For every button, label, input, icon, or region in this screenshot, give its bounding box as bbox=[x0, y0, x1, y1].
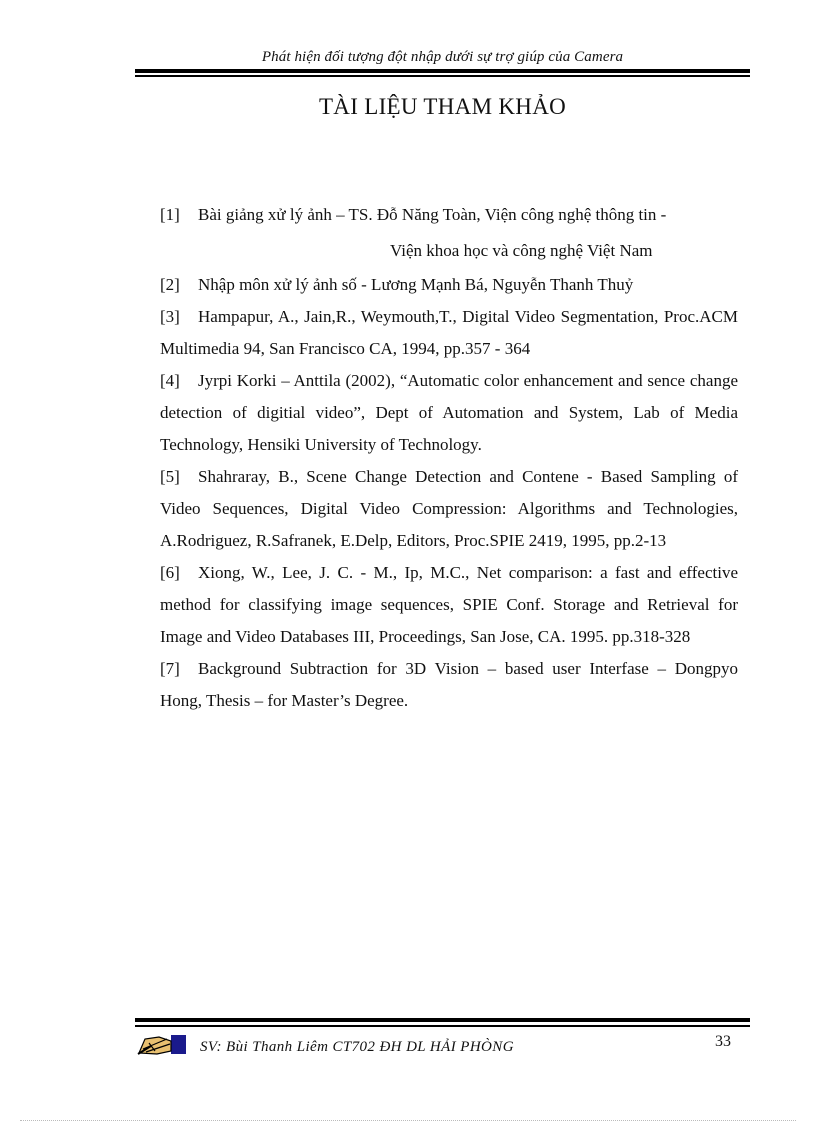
reference-number: [3] bbox=[160, 307, 180, 326]
reference-item bbox=[160, 365, 738, 461]
reference-item bbox=[160, 197, 738, 269]
header-rule-thick bbox=[135, 69, 750, 73]
reference-item bbox=[160, 461, 738, 557]
reference-number: [2] bbox=[160, 275, 180, 294]
reference-number: [4] bbox=[160, 371, 180, 390]
reference-item bbox=[160, 653, 738, 717]
reference-item bbox=[160, 557, 738, 653]
page-title: TÀI LIỆU THAM KHẢO bbox=[318, 94, 567, 119]
reference-number: [1] bbox=[160, 205, 180, 224]
page-number: 33 bbox=[715, 1033, 731, 1050]
reference-list bbox=[160, 197, 738, 717]
reference-number: [7] bbox=[160, 659, 180, 678]
reference-item bbox=[160, 269, 738, 301]
running-title: Phát hiện đối tượng đột nhập dưới sự trợ giúp của Camera bbox=[261, 49, 624, 65]
reference-number: [6] bbox=[160, 563, 180, 582]
student-info: SV: Bùi Thanh Liêm CT702 ĐH DL HẢI PHÒNG bbox=[200, 1039, 514, 1055]
footer-rule-thick bbox=[135, 1018, 750, 1022]
reference-text: Xiong, W., Lee, J. C. - M., Ip, M.C., Net comparison: a fast and effective method for classifying image sequences, SPIE Conf. Storage and Retrieval for Image and Video Databases III, Proceedings, San Jose, CA. 1995. pp.318-328 bbox=[160, 563, 738, 646]
reference-item bbox=[160, 301, 738, 365]
reference-text: Jyrpi Korki – Anttila (2002), “Automatic color enhancement and sence change detection of digitial video”, Dept of Automation and System, Lab of Media Technology, Hensiki University of Technology. bbox=[160, 371, 738, 454]
reference-text: Shahraray, B., Scene Change Detection and Contene - Based Sampling of Video Sequences, Digital Video Compression: Algorithms and Technologies, A.Rodriguez, R.Safranek, E.Delp, Editors, Proc.SPIE 2419, 1995, pp.2-13 bbox=[160, 467, 738, 550]
reference-text: Bài giảng xử lý ảnh – TS. Đỗ Năng Toàn, Viện công nghệ thông tin - bbox=[198, 205, 667, 224]
writing-hand-icon bbox=[137, 1033, 187, 1055]
reference-number: [5] bbox=[160, 467, 180, 486]
header-rule-thin bbox=[135, 75, 750, 77]
footer-rule-thin bbox=[135, 1025, 750, 1027]
reference-text: Nhập môn xử lý ảnh số - Lương Mạnh Bá, Nguyễn Thanh Thuỷ bbox=[198, 275, 634, 294]
page-bottom-edge bbox=[20, 1120, 796, 1121]
reference-text-continuation: Viện khoa học và công nghệ Việt Nam bbox=[390, 241, 653, 260]
reference-text: Background Subtraction for 3D Vision – based user Interfase – Dongpyo Hong, Thesis – for Master’s Degree. bbox=[160, 659, 738, 710]
reference-text: Hampapur, A., Jain,R., Weymouth,T., Digital Video Segmentation, Proc.ACM Multimedia 94, San Francisco CA, 1994, pp.357 - 364 bbox=[160, 307, 738, 358]
